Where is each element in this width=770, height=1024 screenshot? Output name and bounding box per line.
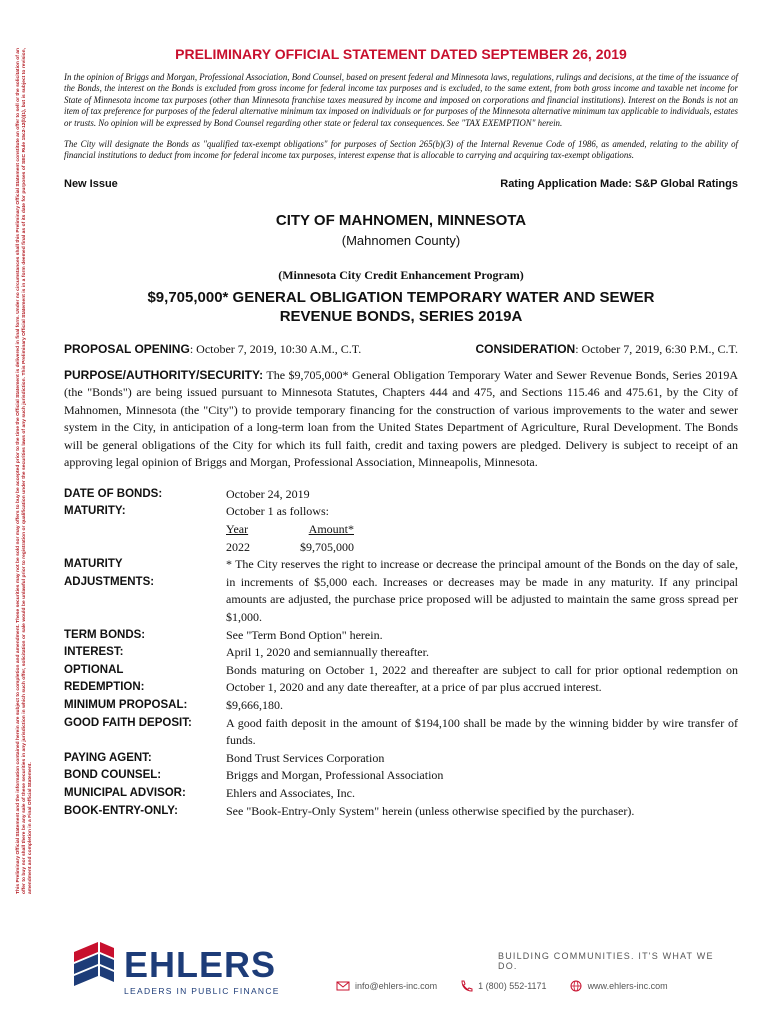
rating-label: Rating Application Made: S&P Global Ratings <box>500 177 738 190</box>
consideration-value: : October 7, 2019, 6:30 P.M., C.T. <box>575 341 738 356</box>
new-issue-label: New Issue <box>64 177 118 190</box>
consideration-label: CONSIDERATION <box>475 341 576 356</box>
mail-icon <box>336 980 350 992</box>
globe-icon <box>569 980 583 992</box>
consideration <box>475 342 738 357</box>
term-row-paying-agent <box>64 750 738 768</box>
term-label: TERM BONDS: <box>64 628 146 641</box>
term-row-municipal-advisor <box>64 785 738 803</box>
term-value: Ehlers and Associates, Inc. <box>226 785 355 800</box>
term-label: MINIMUM PROPOSAL: <box>64 698 188 711</box>
term-value: See "Book-Entry-Only System" herein (unless otherwise specified by the purchaser). <box>226 803 635 818</box>
term-label: GOOD FAITH DEPOSIT: <box>64 716 192 729</box>
term-value: A good faith deposit in the amount of $194,100 shall be made by the winning bidder by wire transfer of funds. <box>226 715 738 748</box>
maturity-amount: $9,705,000 <box>300 539 354 554</box>
contact-email[interactable] <box>336 980 437 992</box>
term-label <box>64 556 226 626</box>
term-value: * The City reserves the right to increase or decrease the principal amount of the Bonds on the day of sale, in increments of $5,000 each. Increases or decreases may be made in any maturity. If any principal amounts are adjusted, the purchase price proposed will be adjusted to maintain the same gross spread per $1,000. <box>226 557 738 624</box>
footer <box>64 934 714 1014</box>
term-value <box>226 503 738 556</box>
document-page <box>64 44 738 820</box>
maturity-table-row <box>226 539 738 557</box>
term-label: BOOK-ENTRY-ONLY: <box>64 804 178 817</box>
term-row-book-entry <box>64 803 738 821</box>
term-label <box>64 662 226 697</box>
slogan: BUILDING COMMUNITIES. IT'S WHAT WE DO. <box>498 951 714 971</box>
maturity-year: 2022 <box>226 539 250 554</box>
page-title: PRELIMINARY OFFICIAL STATEMENT DATED SEPTEMBER 26, 2019 <box>175 46 627 62</box>
issuer-city: CITY OF MAHNOMEN, MINNESOTA <box>275 211 527 229</box>
issue-row <box>64 178 738 190</box>
email-text: info@ehlers-inc.com <box>355 981 438 991</box>
proposal-row <box>64 342 738 357</box>
term-row-minimum-proposal <box>64 697 738 715</box>
term-row-interest <box>64 644 738 662</box>
term-label: INTEREST: <box>64 646 124 659</box>
term-row-good-faith-deposit <box>64 715 738 750</box>
program-name: (Minnesota City Credit Enhancement Program) <box>278 267 524 282</box>
term-row-date <box>64 486 738 504</box>
term-row-maturity <box>64 503 738 556</box>
term-value: Briggs and Morgan, Professional Association <box>226 768 444 783</box>
term-value: October 24, 2019 <box>226 486 310 501</box>
purpose-section <box>64 367 738 472</box>
bond-title-line1: $9,705,000* GENERAL OBLIGATION TEMPORARY WATER AND SEWER <box>147 288 655 306</box>
ehlers-logo <box>64 934 284 1014</box>
qualified-obligation-paragraph: The City will designate the Bonds as "qualified tax-exempt obligations" for purposes of Section 265(b)(3) of the Internal Revenue Code of 1986, as amended, relating to the ability of financial institutions to deduct from income for federal income tax purposes, interest expense that is allocable to carrying and acquiring tax-exempt obligations. <box>64 139 738 161</box>
term-value: Bonds maturing on October 1, 2022 and thereafter are subject to call for prior optional redemption on October 1, 2020 and any date thereafter, at a price of par plus accrued interest. <box>226 662 738 695</box>
phone-text: 1 (800) 552-1171 <box>478 981 547 991</box>
web-text: www.ehlers-inc.com <box>587 981 668 991</box>
bond-title <box>64 288 738 326</box>
proposal-opening-value: : October 7, 2019, 10:30 A.M., C.T. <box>189 341 362 356</box>
term-row-adjustments <box>64 556 738 626</box>
term-label: MUNICIPAL ADVISOR: <box>64 786 186 799</box>
proposal-opening <box>64 342 361 357</box>
term-label: PAYING AGENT: <box>64 751 152 764</box>
sidebar-disclaimer-text: This Preliminary Official Statement and the information contained herein are subject to completion and amendment. These securities may not be sold nor may offers to buy be accepted prior to the time the Official Statement is delivered in final form. Under no circumstances shall this Preliminary Official Statement constitute an offer to sell or the solicitation of an offer to buy nor shall there be any sale of these securities in any jurisdiction in which such offer, solicitation or sale would be unlawful prior to registration or qualification under the securities laws of any such jurisdiction. This Preliminary Official Statement is in a form deemed final as of its date for purposes of SEC Rule 15c2-12(b)(1), but is subject to revision, amendment and completion in a Final Official Statement. <box>16 48 34 894</box>
adjust-label-line2: ADJUSTMENTS: <box>64 575 155 588</box>
term-value: $9,666,180. <box>226 697 283 712</box>
optional-label-line1: OPTIONAL <box>64 663 124 676</box>
bond-title-line2: REVENUE BONDS, SERIES 2019A <box>279 307 523 325</box>
proposal-opening-label: PROPOSAL OPENING <box>64 341 190 356</box>
term-value: Bond Trust Services Corporation <box>226 750 385 765</box>
contact-web[interactable] <box>569 980 668 992</box>
maturity-table-header <box>226 521 738 539</box>
ehlers-logo-mark-icon <box>64 938 120 994</box>
term-label: MATURITY: <box>64 505 126 518</box>
issuer-county: (Mahnomen County) <box>341 232 461 248</box>
term-label: BOND COUNSEL: <box>64 769 162 782</box>
optional-label-line2: REDEMPTION: <box>64 681 145 694</box>
term-value: April 1, 2020 and semiannually thereafter. <box>226 645 429 660</box>
maturity-value: October 1 as follows: <box>226 504 329 519</box>
terms-section <box>64 486 738 820</box>
sidebar-disclaimer <box>6 48 64 894</box>
tax-opinion-paragraph: In the opinion of Briggs and Morgan, Professional Association, Bond Counsel, based on present federal and Minnesota laws, regulations, rulings and decisions, at the time of the issuance of the Bonds, the interest on the Bonds is excluded from gross income for federal income tax purposes and is excluded, to the same extent, from both gross income and taxable net income for State of Minnesota income tax purposes (other than Minnesota franchise taxes measured by income and imposed on corporations and financial institutions). Interest on the Bonds is not an item of tax preference for purposes of the federal alternative minimum tax imposed on individuals or for purposes of the Minnesota alternative minimum tax applicable to individuals, estates or trusts. No opinion will be expressed by Bond Counsel regarding other state or federal tax consequences. See "TAX EXEMPTION" herein. <box>64 72 738 128</box>
term-value: See "Term Bond Option" herein. <box>226 627 383 642</box>
maturity-amount-header: Amount* <box>308 522 354 537</box>
term-row-term-bonds <box>64 627 738 645</box>
logo-name: EHLERS <box>124 944 277 985</box>
adjust-label-line1: MATURITY <box>64 558 123 571</box>
contact-phone[interactable] <box>459 980 546 992</box>
phone-icon <box>459 980 473 992</box>
contact-row <box>336 978 716 994</box>
purpose-label: PURPOSE/AUTHORITY/SECURITY: <box>64 367 264 382</box>
purpose-text: The $9,705,000* General Obligation Temporary Water and Sewer Revenue Bonds, Series 2019A (the "Bonds") are being issued pursuant to Minnesota Statutes, Chapters 444 and 475, and Sections 115.46 and 475.61, by the City of Mahnomen, Minnesota (the "City") to provide temporary financing for the construction of various improvements to the water and sewer system in the City, in anticipation of a long-term loan from the United States Department of Agriculture, Rural Development. The Bonds will be general obligations of the City for which its full faith, credit and taxing powers are pledged. Delivery is subject to receipt of an approving legal opinion of Briggs and Morgan, Professional Association, Minneapolis, Minnesota. <box>64 367 738 470</box>
term-label: DATE OF BONDS: <box>64 487 163 500</box>
maturity-year-header: Year <box>226 522 249 537</box>
term-row-bond-counsel <box>64 767 738 785</box>
logo-tagline: LEADERS IN PUBLIC FINANCE <box>124 986 280 996</box>
term-row-optional-redemption <box>64 662 738 697</box>
